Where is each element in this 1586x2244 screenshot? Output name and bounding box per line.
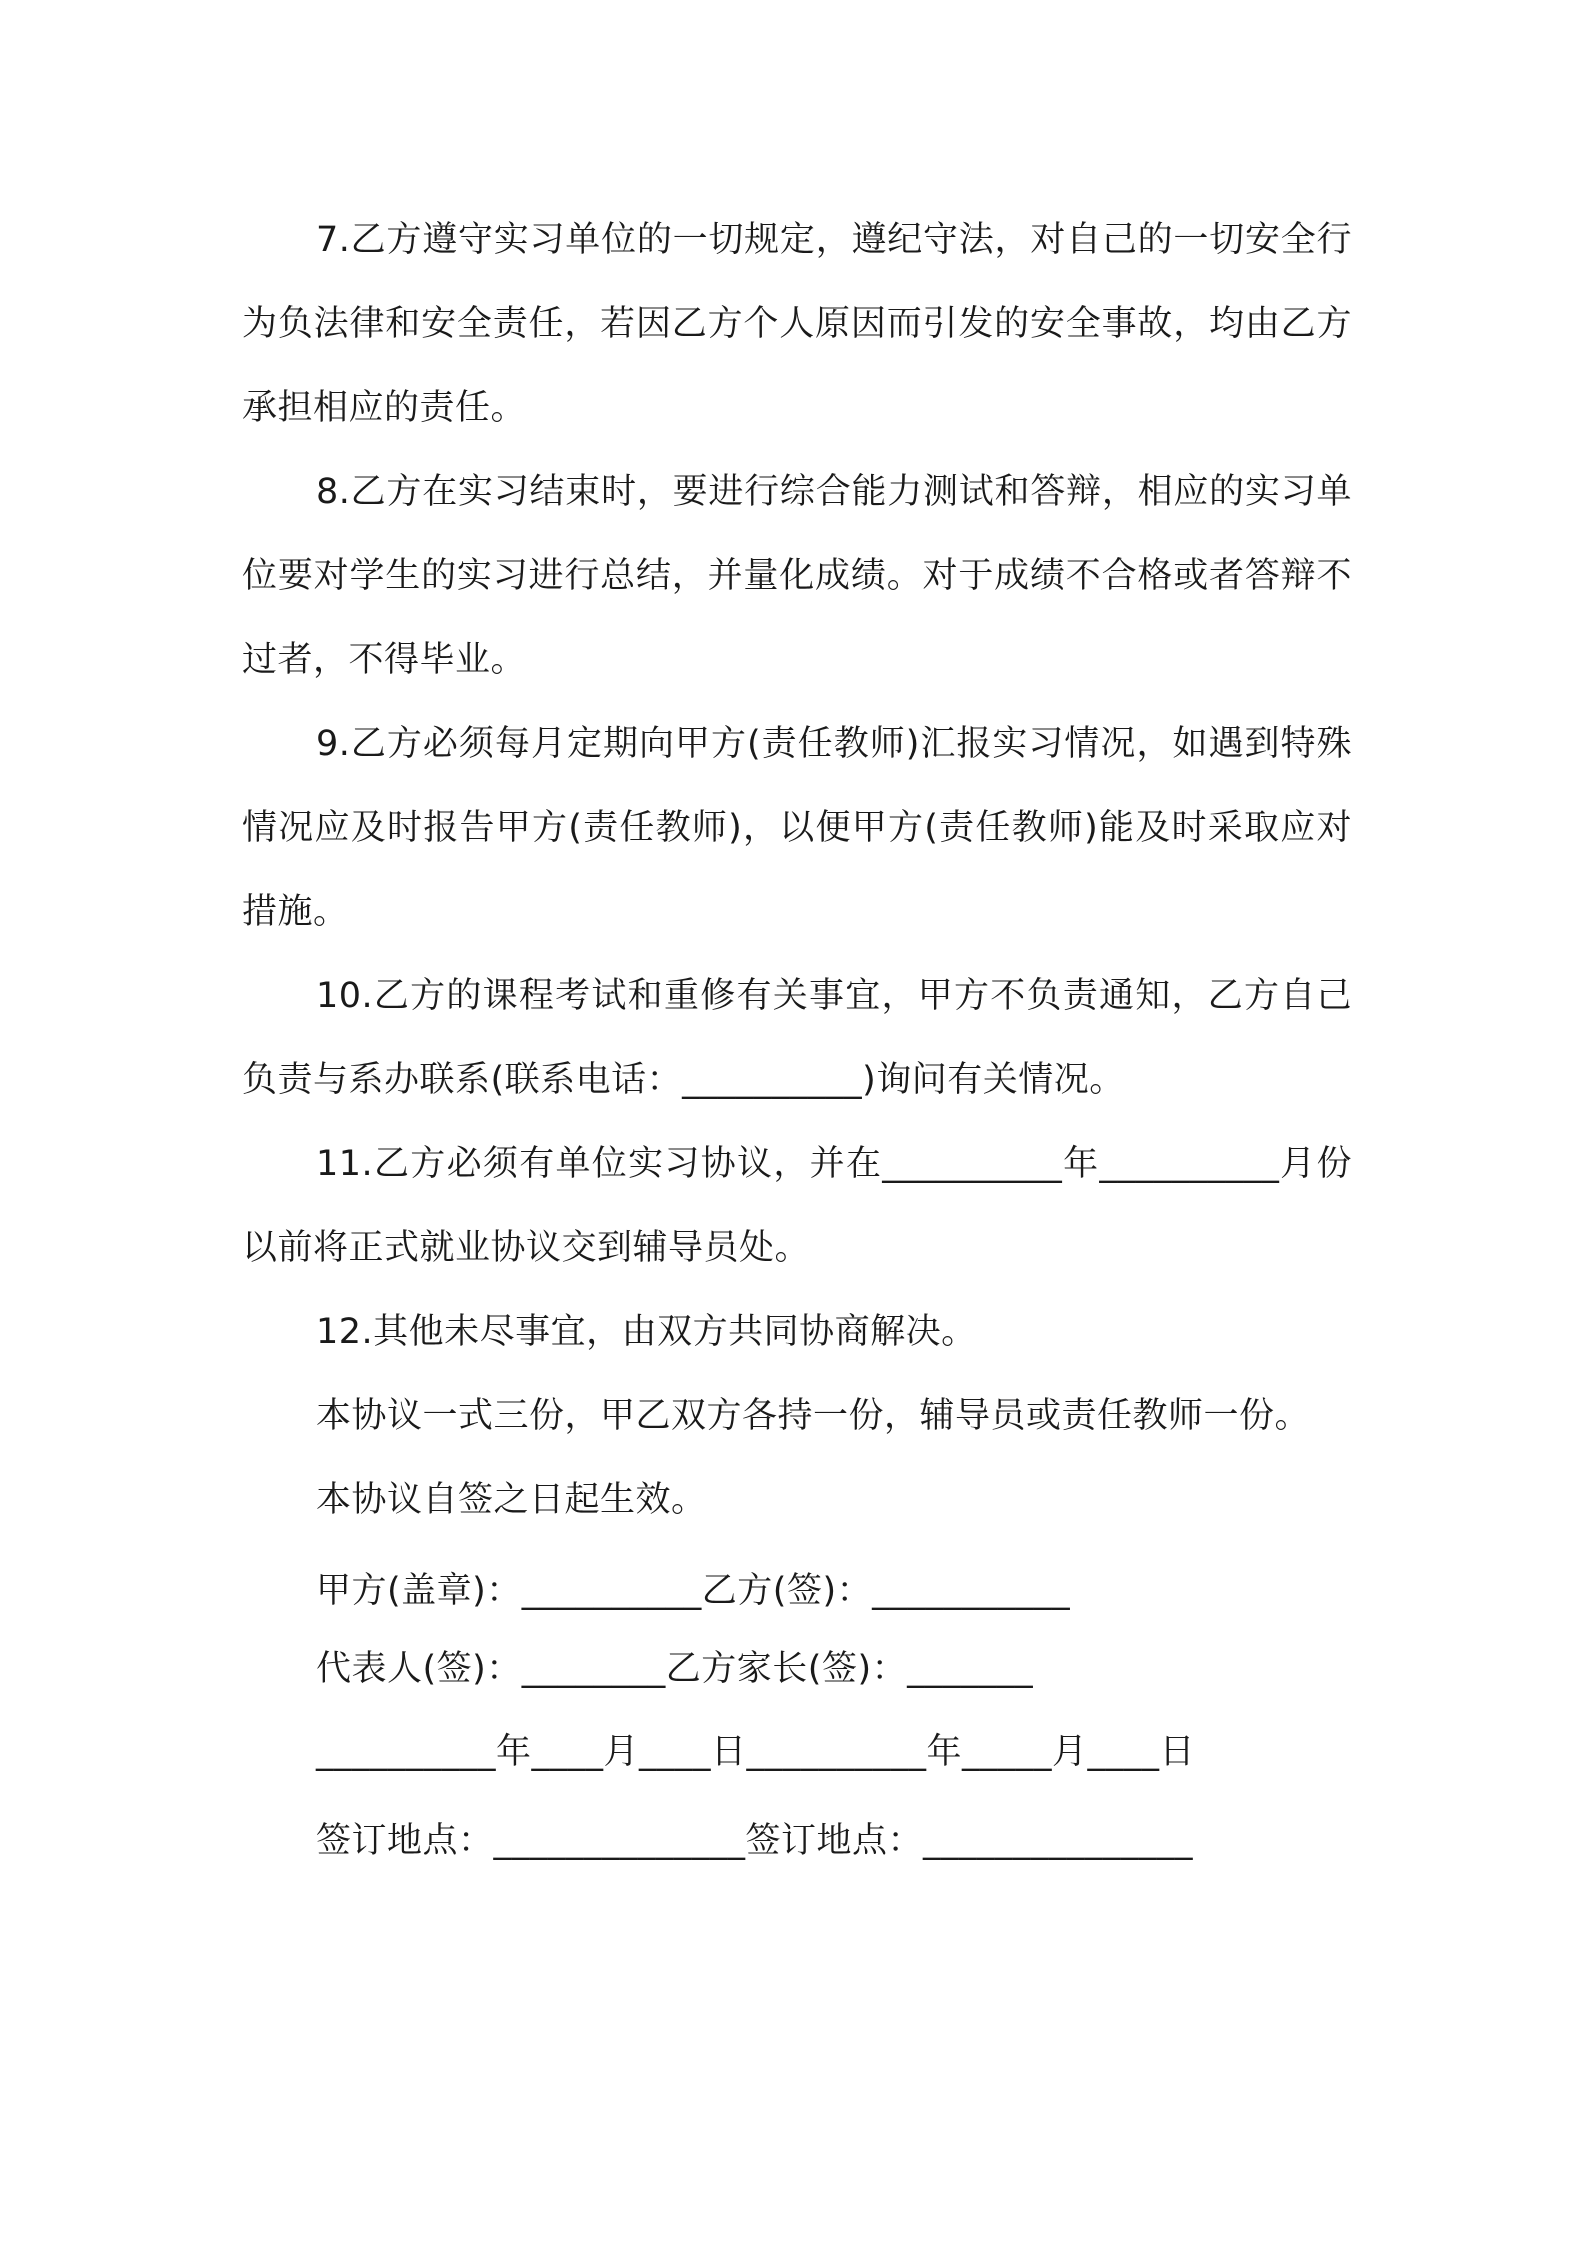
clause-11: 11.乙方必须有单位实习协议，并在__________年__________月份以前将正式就业协议交到辅导员处。 xyxy=(242,1144,1352,1268)
clause-8: 8.乙方在实习结束时，要进行综合能力测试和答辩，相应的实习单位要对学生的实习进行总结，并量化成绩。对于成绩不合格或者答辩不过者，不得毕业。 xyxy=(242,472,1352,680)
effective-statement: 本协议自签之日起生效。 xyxy=(316,1480,707,1520)
clause-9: 9.乙方必须每月定期向甲方(责任教师)汇报实习情况，如遇到特殊情况应及时报告甲方(责任教师)，以便甲方(责任教师)能及时采取应对措施。 xyxy=(242,724,1352,932)
signature-line-representative-parent: 代表人(签)：________乙方家长(签)：_______ xyxy=(316,1649,1034,1689)
clause-7: 7.乙方遵守实习单位的一切规定，遵纪守法，对自己的一切安全行为负法律和安全责任，若因乙方个人原因而引发的安全事故，均由乙方承担相应的责任。 xyxy=(242,220,1352,428)
signature-line-party-a-b: 甲方(盖章)：__________乙方(签)：___________ xyxy=(316,1571,1071,1611)
clause-10: 10.乙方的课程考试和重修有关事宜，甲方不负责通知，乙方自己负责与系办联系(联系电话：__________)询问有关情况。 xyxy=(242,976,1352,1100)
agreement-body xyxy=(242,198,1352,1886)
clause-12: 12.其他未尽事宜，由双方共同协商解决。 xyxy=(316,1312,977,1352)
signature-block xyxy=(242,1552,1352,1886)
signature-place-line: 签订地点：______________签订地点：_______________ xyxy=(316,1821,1194,1861)
signature-date-line: __________年____月____日__________年_____月____日 xyxy=(316,1732,1196,1772)
copies-statement: 本协议一式三份，甲乙双方各持一份，辅导员或责任教师一份。 xyxy=(316,1396,1311,1436)
